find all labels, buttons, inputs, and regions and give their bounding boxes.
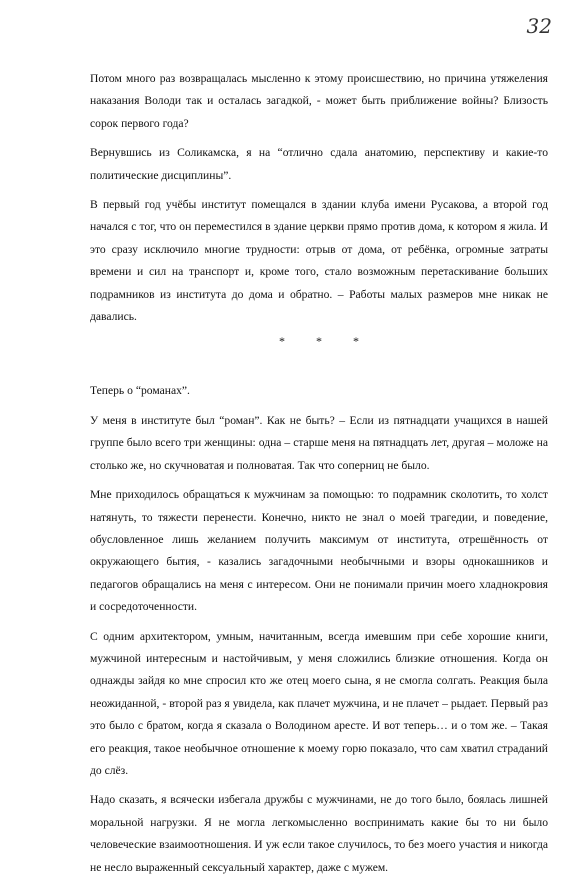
paragraph: Мне приходилось обращаться к мужчинам за помощью: то подрамник сколотить, то холст натянуть, то тяжести перенести. Конечно, никто не знал о моей трагедии, и поведение, обусловленное лишь желанием получить максимум от института, отрешённость от окружающего бытия, - казались загадочными необычными и взоры однокашников и педагогов обращались на меня с интересом. Они не понимали причин моего хладнокровия и сосредоточенности.: [90, 488, 548, 614]
paragraph: У меня в институте был “роман”. Как не быть? – Если из пятнадцати учащихся в нашей группе было всего три женщины: одна – старше меня на пятнадцать лет, другая – моложе на столько же, но скучноватая и полноватая. Так что соперниц не было.: [90, 413, 548, 472]
paragraph: Вернувшись из Соликамска, я на “отлично сдала анатомию, перспективу и какие-то политические дисциплины”.: [90, 146, 548, 182]
paragraph: С одним архитектором, умным, начитанным, всегда имевшим при себе хорошие книги, мужчиной интересным и настойчивым, у меня сложились близкие отношения. Когда он однажды зайдя ко мне спросил кто же отец моего сына, я не смогла солгать. Реакция была неожиданной, - второй раз я увидела, как плачет мужчина, и не плачет – рыдает. Первый раз это было с братом, когда я сказала о Володином аресте. И вот теперь… и о том же. – Такая его реакция, такое необычное отношение к моему горю показало, что сам хватил страданий до слёз.: [90, 629, 548, 777]
paragraph: В первый год учёбы институт помещался в здании клуба имени Русакова, а второй год начался с тог, что он переместился в здание церкви прямо против дома, к котором я жила. И это сразу исключило многие трудности: отрыв от дома, от ребёнка, огромные затраты времени и сил на транспорт и, кроме того, стало возможным перетаскивание больших подрамников из института до дома и обратно. – Работы малых размеров мне никак не давались.: [90, 198, 548, 324]
paragraph: Потом много раз возвращалась мысленно к этому происшествию, но причина утяжеления наказания Володи так и осталась загадкой, - может быть приближение войны? Близость сорок первого года?: [90, 72, 548, 130]
section-separator: * * *: [279, 334, 373, 349]
page-number: 32: [526, 14, 552, 38]
document-body: [90, 68, 548, 886]
paragraph: Теперь о “романах”.: [90, 384, 190, 398]
paragraph: Надо сказать, я всячески избегала дружбы с мужчинами, не до того было, боялась лишней моральной нагрузки. Я не могла легкомысленно воспринимать какие бы то ни было человеческие взаимоотношения. И уж если такое случилось, то без моего участия и никогда не несло выраженный сексуальный характер, даже с мужем.: [90, 793, 548, 874]
